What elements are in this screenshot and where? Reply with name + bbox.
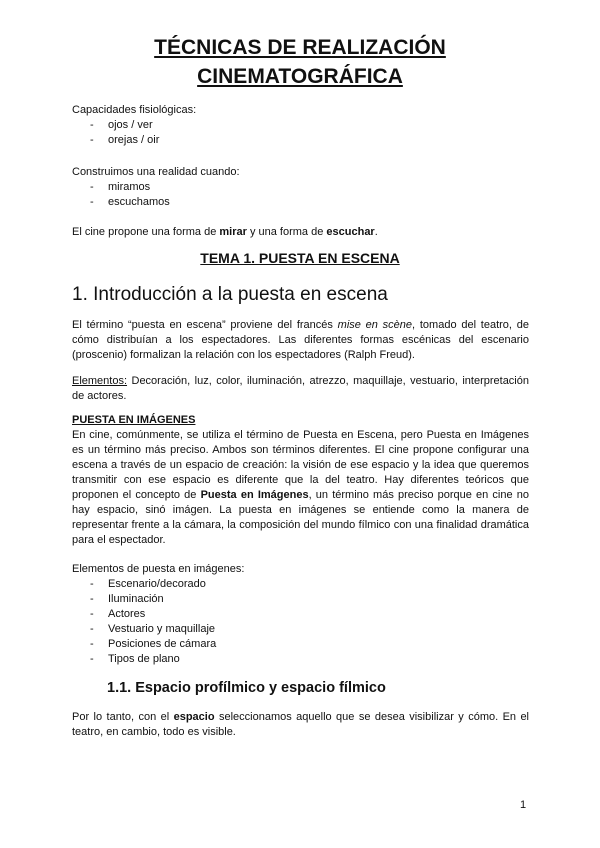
final-paragraph — [72, 710, 529, 740]
cine-bold-escuchar: escuchar — [326, 226, 375, 238]
document-title-line-1: TÉCNICAS DE REALIZACIÓN — [154, 36, 446, 59]
list-item-text: Actores — [108, 608, 146, 620]
list-item-text: Posiciones de cámara — [108, 638, 217, 650]
list-item-text: Vestuario y maquillaje — [108, 623, 216, 635]
puesta-text: En cine, comúnmente, se utiliza el término de Puesta en Escena, pero Puesta en Imágenes es un término más preciso. Ambos son términos diferentes. El cine propone configurar una escena a través de un espacio de creación: la visión de ese espacio y la idea que queremos transmitir con ese espacio es diferente que la del teatro. Hay diferentes teóricos que proponen el concepto de — [72, 429, 529, 501]
list-item-text: miramos — [108, 181, 151, 193]
bullet-dash: - — [90, 623, 94, 635]
list-item — [0, 133, 600, 148]
bullet-dash: - — [90, 638, 94, 650]
bullet-dash: - — [90, 196, 94, 208]
cine-text: El cine propone una forma de — [72, 226, 220, 238]
intro-italic: mise en scène — [337, 319, 413, 331]
list-item-text: ojos / ver — [108, 119, 153, 131]
puesta-bold: Puesta en Imágenes — [200, 489, 309, 501]
list-item — [0, 592, 600, 607]
bullet-dash: - — [90, 578, 94, 590]
elementos-label: Elementos: — [72, 375, 128, 387]
list-item — [0, 180, 600, 195]
cine-statement — [72, 225, 378, 240]
document-title-line-2: CINEMATOGRÁFICA — [197, 65, 403, 88]
list-item — [0, 622, 600, 637]
page-number: 1 — [520, 799, 527, 811]
elementos-puesta-heading: Elementos de puesta en imágenes: — [72, 563, 245, 575]
elementos-paragraph — [72, 374, 529, 404]
cine-bold-mirar: mirar — [219, 226, 247, 238]
bullet-dash: - — [90, 593, 94, 605]
puesta-text: , un término más preciso porque en cine no hay espacio, sinó imágen. La puesta en imágenes se entiende como la manera de representar frente a la cámara, la composición del mundo fílmico con una finalidad dramática para el espectador. — [72, 489, 529, 546]
cine-text: y una forma de — [246, 226, 327, 238]
list-item-text: Iluminación — [108, 593, 164, 605]
puesta-imagenes-heading: PUESTA EN IMÁGENES — [72, 414, 196, 426]
list-item — [0, 195, 600, 210]
list-item — [0, 577, 600, 592]
final-text: seleccionamos aquello que se desea visibilizar y cómo. En el teatro, en cambio, todo es visible. — [72, 711, 530, 738]
bullet-dash: - — [90, 119, 94, 131]
section-1-title: 1. Introducción a la puesta en escena — [72, 284, 388, 305]
realidad-heading: Construimos una realidad cuando: — [72, 166, 240, 178]
cine-text: . — [374, 226, 378, 238]
list-item — [0, 652, 600, 667]
section-1-1-title: 1.1. Espacio profílmico y espacio fílmico — [107, 680, 386, 696]
puesta-imagenes-paragraph — [72, 428, 529, 548]
list-item-text: Tipos de plano — [108, 653, 180, 665]
bullet-dash: - — [90, 134, 94, 146]
list-item — [0, 607, 600, 622]
tema-title: TEMA 1. PUESTA EN ESCENA — [200, 250, 400, 266]
bullet-dash: - — [90, 181, 94, 193]
intro-text: , tomado del teatro, de cómo distribuían a los espectadores. Las diferentes formas escénicas del escenario (proscenio) formalizan la relación con los espectadores (Ralph Freud). — [72, 319, 529, 361]
list-item-text: escuchamos — [108, 196, 170, 208]
final-text: Por lo tanto, con el — [72, 711, 174, 723]
elementos-text: Decoración, luz, color, iluminación, atrezzo, maquillaje, vestuario, interpretación de actores. — [72, 375, 529, 402]
list-item-text: orejas / oir — [108, 134, 160, 146]
list-item — [0, 637, 600, 652]
list-item-text: Escenario/decorado — [108, 578, 206, 590]
capacidades-heading: Capacidades fisiológicas: — [72, 104, 197, 116]
intro-text: El término “puesta en escena” proviene del francés — [72, 319, 338, 331]
bullet-dash: - — [90, 653, 94, 665]
list-item — [0, 118, 600, 133]
intro-paragraph — [72, 318, 529, 363]
bullet-dash: - — [90, 608, 94, 620]
final-bold: espacio — [173, 711, 215, 723]
